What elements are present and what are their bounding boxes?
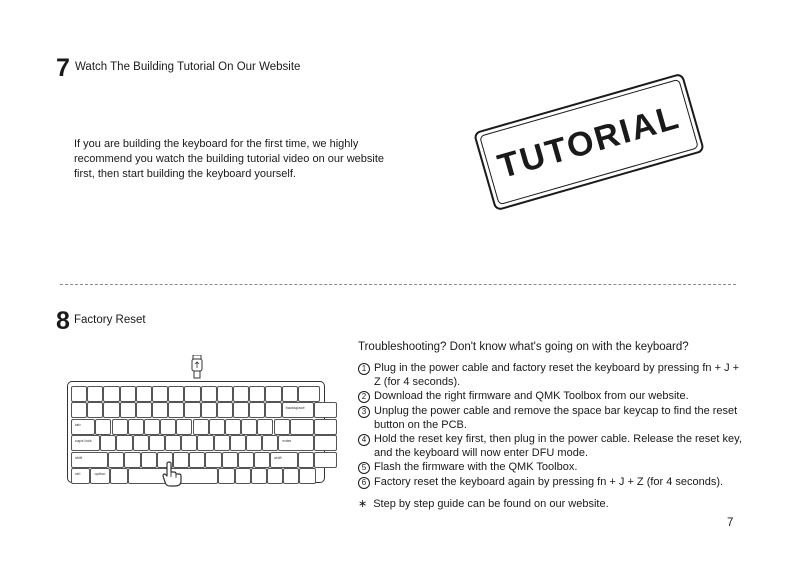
note-text: Step by step guide can be found on our website. bbox=[373, 498, 609, 510]
key bbox=[249, 402, 265, 418]
key-label: option bbox=[94, 471, 106, 476]
page-number: 7 bbox=[727, 517, 734, 529]
key bbox=[116, 435, 132, 451]
key bbox=[218, 468, 234, 484]
key bbox=[299, 468, 315, 484]
key bbox=[238, 452, 254, 468]
key bbox=[217, 402, 233, 418]
step-text: Hold the reset key first, then plug in the power cable. Release the reset key, and the keyboard will now enter DFU mode. bbox=[374, 433, 742, 460]
reset-step bbox=[358, 389, 748, 403]
key bbox=[235, 468, 251, 484]
key bbox=[205, 452, 221, 468]
tutorial-stamp bbox=[473, 73, 705, 212]
key bbox=[314, 419, 337, 435]
key bbox=[314, 435, 337, 451]
key bbox=[184, 386, 200, 402]
key-shift bbox=[71, 452, 108, 468]
key bbox=[110, 468, 128, 484]
step-number: 5 bbox=[358, 462, 370, 474]
key bbox=[103, 386, 119, 402]
key bbox=[314, 452, 337, 468]
key bbox=[87, 402, 103, 418]
key bbox=[108, 452, 124, 468]
key bbox=[225, 419, 241, 435]
key bbox=[274, 419, 290, 435]
key bbox=[136, 386, 152, 402]
key-backspace bbox=[282, 402, 314, 418]
key-label: tab bbox=[75, 421, 81, 427]
key-enter bbox=[278, 435, 314, 451]
key bbox=[149, 435, 165, 451]
key bbox=[298, 386, 321, 402]
section-8-number: 8 bbox=[56, 307, 70, 335]
key bbox=[100, 435, 116, 451]
reset-step bbox=[358, 404, 748, 432]
reset-step bbox=[358, 475, 748, 489]
step-text: Flash the firmware with the QMK Toolbox. bbox=[374, 461, 578, 474]
key bbox=[152, 402, 168, 418]
step-text: Download the right firmware and QMK Toolbox from our website. bbox=[374, 390, 689, 403]
key bbox=[124, 452, 140, 468]
key bbox=[314, 402, 337, 418]
key bbox=[168, 402, 184, 418]
reset-step bbox=[358, 460, 748, 474]
key bbox=[201, 402, 217, 418]
key bbox=[201, 386, 217, 402]
step-number: 4 bbox=[358, 434, 370, 446]
key bbox=[136, 402, 152, 418]
key bbox=[71, 402, 87, 418]
key bbox=[197, 435, 213, 451]
key bbox=[103, 402, 119, 418]
key bbox=[217, 386, 233, 402]
section-7-title: Watch The Building Tutorial On Our Website bbox=[75, 61, 301, 73]
key-shift bbox=[270, 452, 298, 468]
key-tab bbox=[71, 419, 95, 435]
key-label: ctrl bbox=[75, 471, 81, 476]
key bbox=[193, 419, 209, 435]
section-7-body: If you are building the keyboard for the first time, we highly recommend you watch the building tutorial video on our website first, then start building the keyboard yourself. bbox=[74, 138, 385, 180]
step-text: Factory reset the keyboard again by pressing fn + J + Z (for 4 seconds). bbox=[374, 475, 724, 488]
key-label: shift bbox=[274, 454, 282, 460]
website-guide-note bbox=[358, 497, 609, 510]
step-text: Plug in the power cable and factory reset the keyboard by pressing fn + J + Z (for 4 seconds). bbox=[374, 362, 740, 389]
key bbox=[298, 452, 314, 468]
key-caps bbox=[71, 435, 100, 451]
key bbox=[222, 452, 238, 468]
key bbox=[246, 435, 262, 451]
key bbox=[95, 419, 111, 435]
key bbox=[144, 419, 160, 435]
key bbox=[265, 386, 281, 402]
key bbox=[282, 386, 298, 402]
key-label: enter bbox=[282, 438, 292, 444]
key bbox=[128, 419, 144, 435]
key bbox=[241, 419, 257, 435]
key bbox=[233, 402, 249, 418]
key bbox=[141, 452, 157, 468]
key-label: caps lock bbox=[75, 438, 92, 444]
step-number: 3 bbox=[358, 406, 370, 418]
key bbox=[120, 386, 136, 402]
key bbox=[120, 402, 136, 418]
key bbox=[267, 468, 283, 484]
troubleshooting-question: Troubleshooting? Don't know what's going on with the keyboard? bbox=[358, 341, 689, 353]
reset-steps-list bbox=[358, 361, 748, 489]
key-label: backspace bbox=[285, 405, 305, 411]
section-8-title: Factory Reset bbox=[74, 314, 146, 326]
key bbox=[152, 386, 168, 402]
key bbox=[87, 386, 103, 402]
step-number: 1 bbox=[358, 363, 370, 375]
key bbox=[290, 419, 314, 435]
key bbox=[160, 419, 176, 435]
step-number: 2 bbox=[358, 391, 370, 403]
key bbox=[283, 468, 299, 484]
key bbox=[209, 419, 225, 435]
step-number: 6 bbox=[358, 477, 370, 489]
keyboard-illustration bbox=[67, 381, 325, 483]
key bbox=[249, 386, 265, 402]
reset-step bbox=[358, 432, 748, 460]
key-label: shift bbox=[75, 454, 83, 460]
key-option bbox=[90, 468, 109, 484]
key bbox=[165, 435, 181, 451]
section-divider bbox=[60, 284, 736, 285]
usb-cable-icon bbox=[191, 355, 203, 379]
key bbox=[176, 419, 192, 435]
key bbox=[168, 386, 184, 402]
key bbox=[181, 435, 197, 451]
key bbox=[257, 419, 273, 435]
key bbox=[189, 452, 205, 468]
asterisk-icon: ∗ bbox=[358, 498, 368, 510]
key bbox=[71, 386, 87, 402]
key bbox=[262, 435, 278, 451]
key bbox=[184, 402, 200, 418]
pointing-hand-icon bbox=[158, 461, 184, 487]
key-ctrl bbox=[71, 468, 90, 484]
key bbox=[214, 435, 230, 451]
section-7-number: 7 bbox=[56, 54, 70, 82]
key bbox=[251, 468, 267, 484]
step-text: Unplug the power cable and remove the space bar keycap to find the reset button on the PCB. bbox=[374, 404, 738, 431]
key bbox=[133, 435, 149, 451]
key bbox=[254, 452, 270, 468]
key bbox=[112, 419, 128, 435]
reset-step bbox=[358, 361, 748, 389]
key bbox=[233, 386, 249, 402]
key bbox=[230, 435, 246, 451]
tutorial-stamp-text: TUTORIAL bbox=[479, 79, 699, 206]
key bbox=[265, 402, 281, 418]
